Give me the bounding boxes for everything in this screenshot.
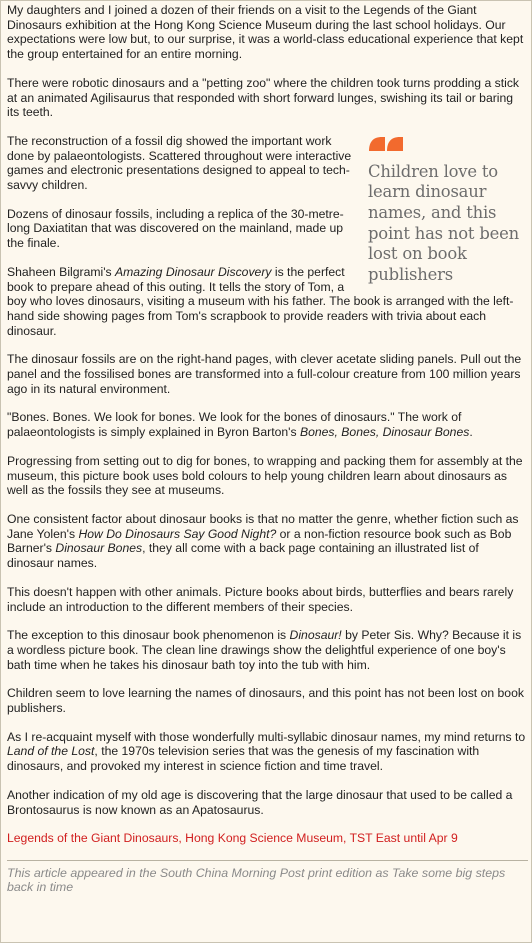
divider bbox=[7, 860, 528, 861]
book-title: Dinosaur Bones bbox=[55, 541, 143, 556]
show-title: Land of the Lost bbox=[7, 744, 95, 759]
event-info: Legends of the Giant Dinosaurs, Hong Kong Science Museum, TST East until Apr 9 bbox=[7, 831, 458, 846]
paragraph-7: "Bones. Bones. We look for bones. We look for the bones of dinosaurs." The work of palaeontologists is simply explained in Byron Barton's Bones, Bones, Dinosaur Bones. bbox=[7, 410, 473, 440]
quote-mark-icon bbox=[368, 136, 528, 158]
paragraph-14: Another indication of my old age is discovering that the large dinosaur that used to be called a Brontosaurus is now known as an Apatosaurus. bbox=[7, 787, 513, 817]
paragraph-10: This doesn't happen with other animals. Picture books about birds, butterflies and bears rarely include an introduction to the different members of their species. bbox=[7, 584, 514, 614]
paragraph-3: The reconstruction of a fossil dig showed the important work done by palaeontologists. Scattered throughout were interactive games and electronic presentations designed to appeal to tech-savvy children. bbox=[7, 133, 352, 193]
paragraph-4: Dozens of dinosaur fossils, including a replica of the 30-metre-long Daxiatitan that was discovered on the mainland, made up the finale. bbox=[7, 206, 344, 251]
book-title: Bones, Bones, Dinosaur Bones bbox=[299, 425, 470, 440]
paragraph-12: Children seem to love learning the names of dinosaurs, and this point has not been lost on book publishers. bbox=[7, 686, 524, 716]
paragraph-1: My daughters and I joined a dozen of their friends on a visit to the Legends of the Giant Dinosaurs exhibition at the Hong Kong Science Museum during the last school holidays. Our expectations were low but, to our surprise, it was a world-class educational experience that kept the group entertained for an entire morning. bbox=[7, 3, 524, 62]
print-edition-note: This article appeared in the South China Morning Post print edition as Take some big steps back in time bbox=[7, 865, 506, 895]
pull-quote bbox=[364, 136, 528, 286]
book-title: Amazing Dinosaur Discovery bbox=[115, 264, 272, 279]
paragraph-11: The exception to this dinosaur book phenomenon is Dinosaur! by Peter Sis. Why? Because it is a wordless picture book. The clean line drawings show the delightful experience of one boy's bath time when he takes his dinosaur bath toy into the tub with him. bbox=[7, 628, 522, 672]
paragraph-5: Shaheen Bilgrami's Amazing Dinosaur Discovery is the perfect book to prepare ahead of this outing. It tells the story of Tom, a boy who loves dinosaurs, visiting a museum with his father. The book is arranged with the left-hand side showing pages from Tom's scrapbook to provide readers with trivia about each dinosaur. bbox=[7, 264, 514, 338]
article-body bbox=[7, 3, 528, 895]
paragraph-2: There were robotic dinosaurs and a "petting zoo" where the children took turns prodding a stick at an animated Agilisaurus that responded with short forward lunges, swishing its tail or baring its teeth. bbox=[7, 75, 520, 120]
paragraph-13: As I re-acquaint myself with those wonderfully multi-syllabic dinosaur names, my mind returns to Land of the Lost, the 1970s television series that was the genesis of my fascination with dinosaurs, and provoked my interest in science fiction and time travel. bbox=[7, 729, 526, 774]
paragraph-6: The dinosaur fossils are on the right-hand pages, with clever acetate sliding panels. Pull out the panel and the fossilised bones are transformed into a full-colour creature from 100 million years ago in its natural environment. bbox=[7, 352, 522, 396]
pull-quote-text: Children love to learn dinosaur names, and this point has not been lost on book publishers bbox=[368, 161, 519, 285]
book-title: How Do Dinosaurs Say Good Night? bbox=[78, 526, 277, 541]
paragraph-9: One consistent factor about dinosaur books is that no matter the genre, whether fiction such as Jane Yolen's How Do Dinosaurs Say Good Night? or a non-fiction resource book such as Bob Barner's Dinosaur Bones, they all come with a back page containing an illustrated list of dinosaur names. bbox=[7, 511, 519, 571]
book-title: Dinosaur! bbox=[289, 628, 342, 643]
paragraph-8: Progressing from setting out to dig for bones, to wrapping and packing them for assembly at the museum, this picture book uses bold colours to help young children learn about dinosaurs as well as the fossils they see at museums. bbox=[7, 453, 523, 498]
